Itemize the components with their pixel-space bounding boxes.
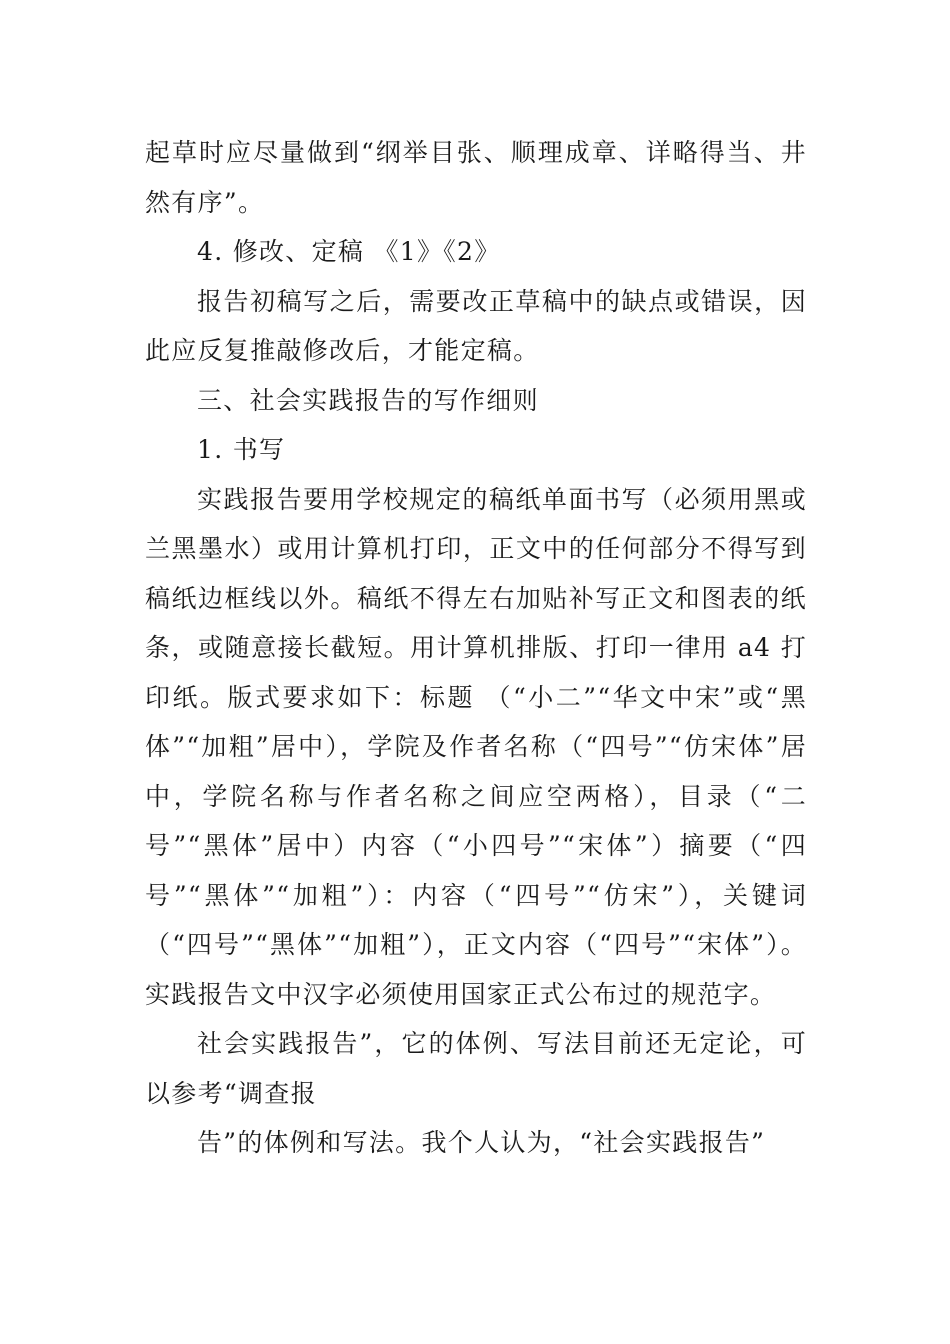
heading-revise-finalize: 4. 修改、定稿 《1》《2》 bbox=[197, 237, 501, 266]
heading-writing: 1. 书写 bbox=[197, 435, 286, 464]
paragraph-report-style: 社会实践报告”，它的体例、写法目前还无定论，可以参考“调查报 bbox=[145, 1029, 807, 1108]
section-heading-writing-rules: 三、社会实践报告的写作细则 bbox=[197, 385, 539, 415]
paragraph-revision: 报告初稿写之后，需要改正草稿中的缺点或错误，因此应反复推敲修改后，才能定稿。 bbox=[145, 286, 807, 365]
paragraph-drafting-requirement: 起草时应尽量做到“纲举目张、顺理成章、详略得当、井然有序”。 bbox=[145, 138, 807, 217]
paragraph-personal-view: 告”的体例和写法。我个人认为，“社会实践报告” bbox=[197, 1128, 766, 1157]
document-body bbox=[145, 128, 807, 1168]
paragraph-format-requirements: 实践报告要用学校规定的稿纸单面书写（必须用黑或兰黑墨水）或用计算机打印，正文中的任何部分不得写到稿纸边框线以外。稿纸不得左右加贴补写正文和图表的纸条，或随意接长截短。用计算机排版、打印一律用 a4 打印纸。版式要求如下：标题 （“小二”“华文中宋”或“黑体”“加粗”居中），学院及作者名称（“四号”“仿宋体”居中，学院名称与作者名称之间应空两格），目录（“二号”“黑体”居中）内容（“小四号”“宋体”）摘要（“四号”“黑体”“加粗”）：内容（“四号”“仿宋”），关键词（“四号”“黑体”“加粗”），正文内容（“四号”“宋体”）。实践报告文中汉字必须使用国家正式公布过的规范字。 bbox=[145, 484, 807, 1009]
